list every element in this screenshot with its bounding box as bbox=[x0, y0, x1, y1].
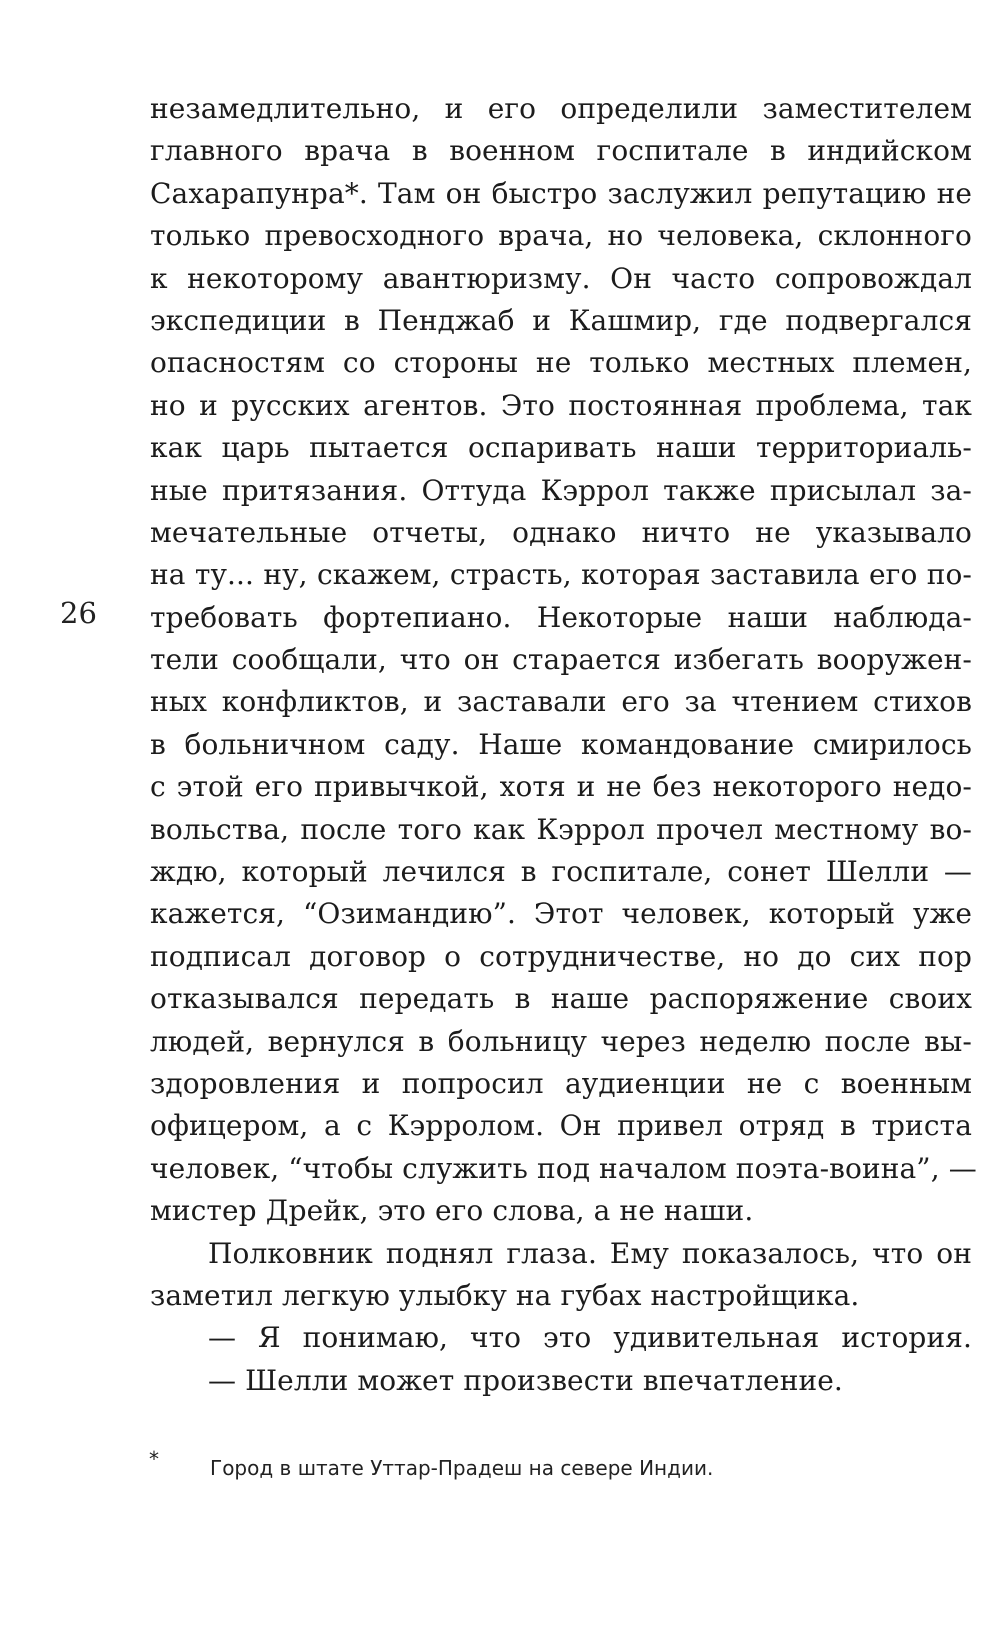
text-line: людей, вернулся в больницу через неделю после вы- bbox=[150, 1024, 972, 1058]
text-line: опасностям со стороны не только местных племен, bbox=[150, 346, 972, 380]
text-line: тели сообщали, что он старается избегать вооружен- bbox=[150, 643, 972, 677]
body-text bbox=[150, 88, 977, 1402]
footnote-text: Город в штате Уттар-Прадеш на севере Индии. bbox=[210, 1456, 714, 1480]
text-line: Сахарапунра*. Там он быстро заслужил репутацию не bbox=[150, 176, 972, 210]
text-line: вольства, после того как Кэррол прочел местному во- bbox=[150, 812, 972, 846]
text-line: мистер Дрейк, это его слова, а не наши. bbox=[150, 1194, 754, 1228]
text-line: экспедиции в Пенджаб и Кашмир, где подвергался bbox=[150, 303, 972, 337]
text-line: незамедлительно, и его определили заместителем bbox=[150, 92, 972, 125]
text-line: с этой его привычкой, хотя и не без некоторого недо- bbox=[150, 770, 972, 804]
text-line: ные притязания. Оттуда Кэррол также присылал за- bbox=[150, 473, 972, 507]
text-line: как царь пытается оспаривать наши территориаль- bbox=[150, 431, 972, 465]
text-line: здоровления и попросил аудиенции не с военным bbox=[150, 1066, 972, 1100]
footnote-mark: * bbox=[149, 1447, 159, 1471]
text-line: на ту... ну, скажем, страсть, которая заставила его по- bbox=[150, 558, 972, 592]
dialogue-line: — Я понимаю, что это удивительная история. bbox=[208, 1321, 972, 1355]
text-line: кажется, “Озимандию”. Этот человек, который уже bbox=[150, 897, 972, 931]
text-line: подписал договор о сотрудничестве, но до сих пор bbox=[150, 939, 972, 973]
text-line: требовать фортепиано. Некоторые наши наблюда- bbox=[150, 600, 972, 634]
text-line: отказывался передать в наше распоряжение своих bbox=[150, 982, 972, 1016]
text-line: мечательные отчеты, однако ничто не указывало bbox=[150, 515, 972, 549]
footnote bbox=[149, 1447, 972, 1483]
page-number: 26 bbox=[60, 596, 97, 630]
text-line: главного врача в военном госпитале в индийском bbox=[150, 134, 972, 168]
text-line: но и русских агентов. Это постоянная проблема, так bbox=[150, 388, 972, 422]
text-line: человек, “чтобы служить под началом поэта-воина”, — bbox=[150, 1151, 977, 1185]
dialogue-line: — Шелли может произвести впечатление. bbox=[208, 1363, 843, 1397]
text-line: только превосходного врача, но человека, склонного bbox=[150, 219, 972, 253]
text-line: Полковник поднял глаза. Ему показалось, что он bbox=[208, 1236, 972, 1270]
text-line: к некоторому авантюризму. Он часто сопровождал bbox=[150, 261, 972, 295]
text-line: ных конфликтов, и заставали его за чтением стихов bbox=[150, 685, 972, 719]
text-line: офицером, а с Кэрролом. Он привел отряд в триста bbox=[150, 1109, 972, 1143]
text-line: в больничном саду. Наше командование смирилось bbox=[150, 727, 972, 761]
text-line: ждю, который лечился в госпитале, сонет Шелли — bbox=[150, 855, 972, 889]
text-line: заметил легкую улыбку на губах настройщика. bbox=[150, 1278, 860, 1312]
